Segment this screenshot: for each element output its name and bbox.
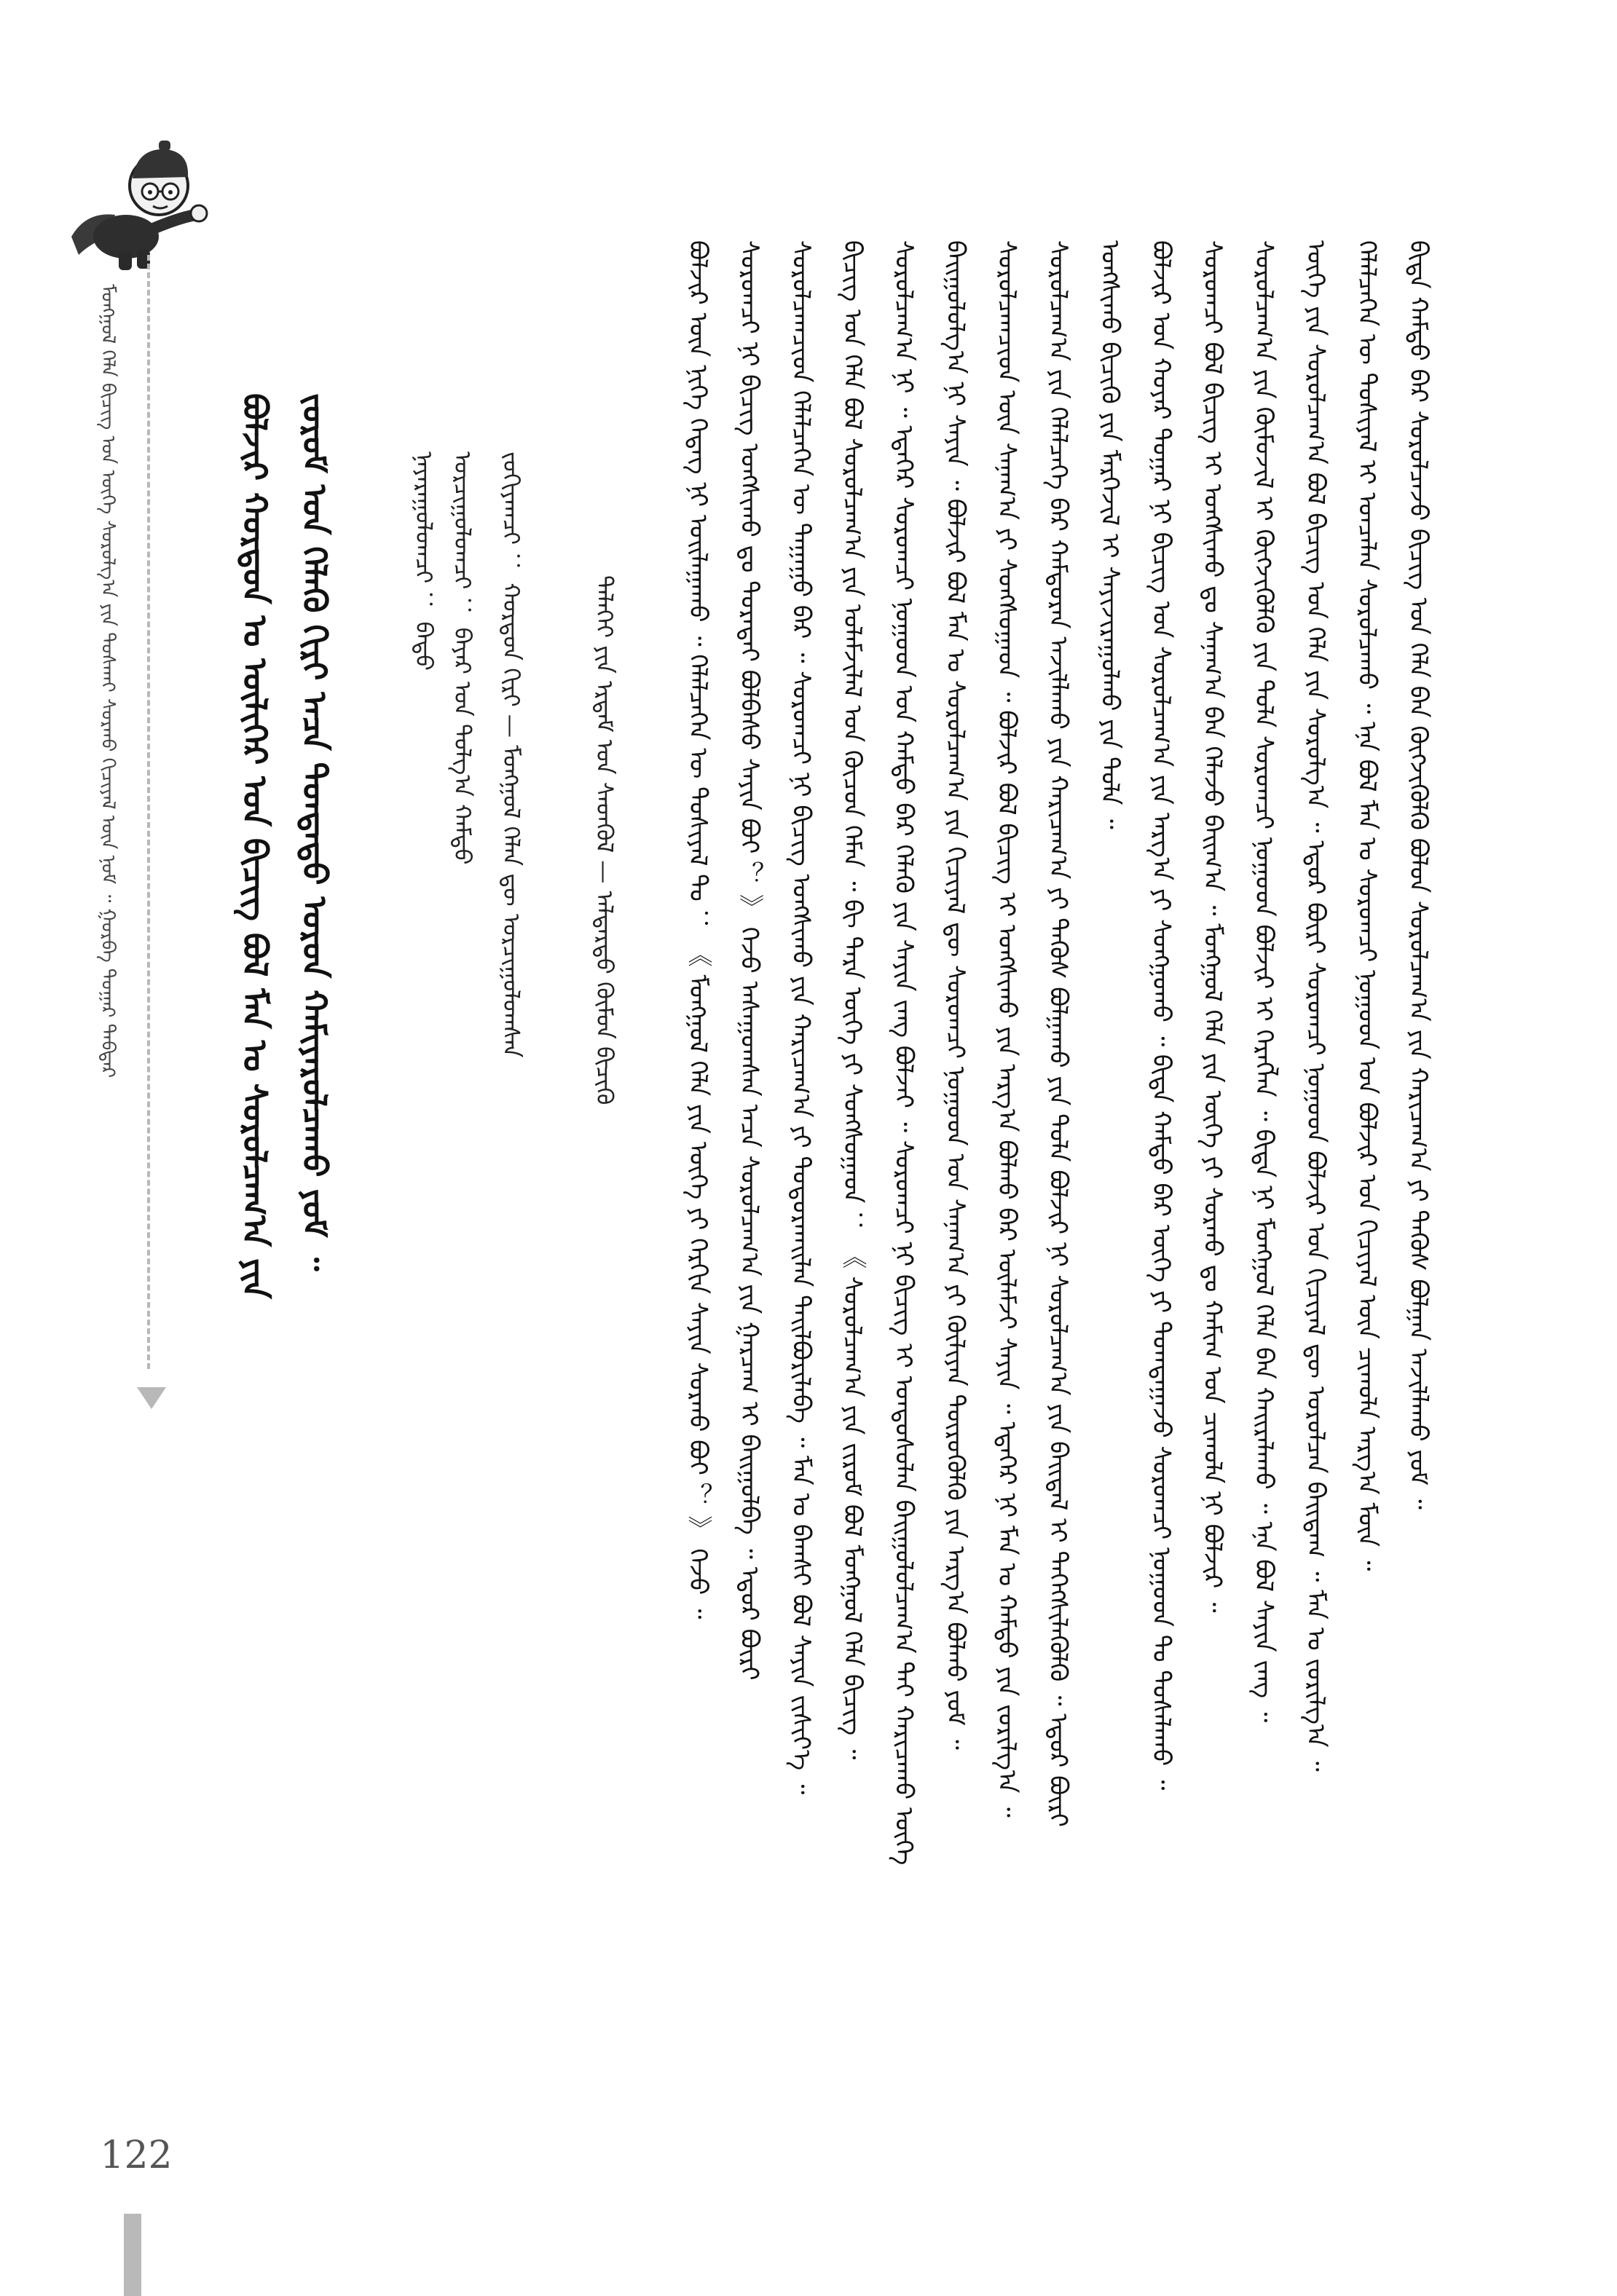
body-line: ᠤᠩᠰᠢᠬᠤ ᠪᠢᠴᠢᠬᠦ ᠶᠢᠨ ᠮᠡᠷᠭᠡᠵᠢᠯ ᠢ ᠰᠠᠶᠢᠵᠢᠷᠠᠭᠤᠯᠬᠤ ᠶᠢᠨ ᠲᠤᠯᠠ ᠃ — [1095, 240, 1125, 829]
header-divider — [147, 255, 150, 1369]
lesson-title-line-2: ᠵᠤᠷᠤᠮ ᠤᠨ ᠬᠡᠯᠡᠬᠦ ᠬᠢᠷᠢ ᠠᠴᠠ ᠳᠤᠨᠳᠠᠳᠤ ᠣᠷᠣᠨ ᠬᠠᠮᠢᠶᠠᠷᠤᠯᠴᠠᠬᠤ ᠶᠤᠮ ᠃ — [295, 393, 334, 1271]
body-text — [676, 240, 1448, 2003]
author-credit: ᠵᠣᠬᠢᠶᠠᠭᠴᠢ ： ᠬᠤᠷᠳᠤᠨ ᠬᠢᠷᠢ — ᠮᠣᠩᠭᠣᠯ ᠬᠡᠯᠡᠨ ᠳᠦ ᠣᠷᠴᠢᠭᠤᠯᠤᠭᠰᠠᠨ — [497, 451, 525, 1058]
body-line: ᠦᠭᠡ ᠶᠢᠨ ᠰᠤᠷᠤᠯᠴᠠᠭ᠎ᠠ ᠪᠣᠯ ᠪᠢᠴᠢᠭ ᠤᠨ ᠬᠡᠯᠡ ᠶᠢᠨ ᠰᠤᠷᠤᠯᠭ᠎ᠠ ᠃ ᠡᠳᠦᠷ ᠪᠦᠷᠢ ᠰᠤᠷᠤᠭᠴᠢ ᠨᠤᠭᠤᠳ ᠪᠣᠯᠵᠢᠷ ᠤᠨ ᠬᠢᠴᠢᠶᠡᠯ ᠳᠦ ᠣᠷᠣᠯᠴᠠᠨ ᠪᠠᠢᠳᠠᠭ ᠃ ᠮᠠᠨ ᠤ ᠵᠣᠷᠢᠯᠭ᠎ᠠ ᠃ — [1300, 240, 1330, 1772]
lesson-title-line-1: ᠪᠣᠯᠵᠢᠷ ᠬᠤᠷᠳᠤᠨ ᠤ ᠦᠯᠢᠭᠡᠷ ᠤᠨ ᠪᠢᠴᠢᠭ ᠪᠣᠯ ᠮᠠᠨ ᠤ ᠰᠤᠷᠤᠯᠴᠠᠭ᠎ᠠ ᠶᠢᠨ — [235, 393, 275, 1299]
triangle-marker-icon — [137, 1387, 166, 1409]
body-line: ᠪᠣᠯᠵᠢᠷ ᠤᠨ ᠬᠣᠶᠠᠷ ᠳᠤᠭᠠᠷ ᠨᠢ ᠪᠢᠴᠢᠭ ᠤᠨ ᠰᠤᠷᠤᠯᠴᠠᠭ᠎ᠠ ᠶᠢᠨ ᠠᠷᠭ᠎ᠠ ᠶᠢ ᠰᠣᠩᠭᠣᠬᠤ ᠃ ᠪᠢᠳᠡ ᠬᠠᠮᠲᠤ ᠪᠡᠷ ᠦᠭᠡ ᠶᠢ ᠲᠣᠭᠲᠠᠭᠠᠵᠤ ᠰᠤᠷᠤᠭᠴᠢ ᠨᠤᠭᠤᠳ ᠲᠤ ᠲᠤᠰᠠᠯᠠᠬᠤ ᠃ — [1146, 240, 1176, 1791]
body-line: ᠰᠤᠷᠤᠭᠴᠢ ᠨᠢ ᠪᠢᠴᠢᠭ ᠤᠩᠰᠢᠬᠤ ᠳᠤ ᠳᠤᠷᠠᠲᠠᠢ ᠪᠣᠯᠪᠠᠰᠤ ᠰᠠᠶᠢᠨ ᠪᠤᠢ ？ 》 ᠭᠡᠵᠦ ᠠᠰᠠᠭᠤᠭᠰᠠᠨ ᠠᠴᠠ ᠰᠤᠷᠤᠯᠴᠠᠭ᠎ᠠ ᠶᠢᠨ ᠭᠠᠷᠴᠠᠭ ᠢ ᠪᠠᠢᠭᠤᠯᠪᠠ ᠃ ᠡᠳᠦᠷ ᠪᠦᠷᠢ — [734, 240, 764, 1681]
source-credit: ᠳᠡᠯᠡᠬᠡᠢ ᠶᠢᠨ ᠡᠷᠳᠡᠮ ᠤᠨ ᠰᠡᠳᠬᠦᠯ — ᠠᠯᠳᠠᠷᠲᠤ ᠬᠦᠮᠦᠨ ᠪᠢᠴᠢᠬᠦ — [591, 575, 618, 1105]
body-line: ᠪᠣᠯᠵᠢᠷ ᠦᠨ ᠨᠢᠭᠡ ᠭᠡᠳᠡᠭ ᠨᠢ ᠣᠢᠯᠠᠭᠠᠬᠤ ᠃ ᠬᠡᠯᠡᠯᠴᠡᠭᠡᠨ ᠦ ᠲᠤᠰᠢᠶᠠᠯ ᠲᠤ ： 《 ᠮᠣᠩᠭᠣᠯ ᠬᠡᠯᠡ ᠶᠢᠨ ᠦᠭᠡ ᠶᠢ ᠬᠡᠷᠬᠢᠨ ᠰᠠᠶᠢᠨ ᠰᠤᠷᠬᠤ ᠪᠤᠢ ？ 》 ᠭᠡᠵᠦ ᠃ — [683, 240, 712, 1620]
body-line: ᠰᠤᠷᠤᠯᠴᠠᠭ᠎ᠠ ᠨᠢ ᠃ ᠡᠳᠡᠭᠡᠷ ᠰᠤᠷᠤᠭᠴᠢ ᠨᠤᠭᠤᠳ ᠤᠨ ᠬᠠᠮᠲᠤ ᠪᠡᠷ ᠬᠡᠯᠡᠬᠦ ᠶᠢᠨ ᠰᠠᠶᠢᠨ ᠵᠠᠩ ᠪᠣᠯᠵᠠᠢ ᠃ ᠰᠤᠷᠤᠭᠴᠢ ᠨᠢ ᠪᠢᠴᠢᠭ ᠢ ᠤᠨᠳᠤᠰᠤᠯᠠᠨ ᠪᠠᠢᠭᠤᠯᠤᠯᠴᠠᠭ᠎ᠠ ᠲᠠᠢ ᠬᠠᠷᠢᠴᠠᠬᠤ ᠦᠭᠡ — [889, 240, 918, 1866]
reading-boy-mascot-icon — [57, 127, 224, 280]
editor-credit: ᠨᠠᠶᠠᠷᠠᠭᠤᠯᠤᠭᠴᠢ ： ᠪᠠᠲᠤ — [410, 451, 438, 671]
page-number: 122 — [100, 2134, 173, 2177]
running-header-title: ᠮᠣᠩᠭᠣᠯ ᠬᠡᠯᠡ ᠪᠢᠴᠢᠭ ᠤᠨ ᠦᠭᠡ ᠰᠤᠷᠤᠯᠭ᠎ᠠ ᠶᠢᠨ ᠲᠤᠰᠬᠠᠢ ᠰᠤᠷᠬᠤ ᠬᠢᠴᠢᠶᠡᠯ ᠦᠨ ᠨᠣᠮ ᠃ ᠭᠤᠷᠪᠠ ᠳᠤᠭᠠᠷ ᠳᠡᠪᠲᠡᠷ — [97, 284, 119, 1078]
body-line: ᠪᠢᠳᠡ ᠬᠠᠮᠲᠤ ᠪᠡᠷ ᠰᠤᠷᠤᠯᠴᠠᠵᠤ ᠪᠢᠴᠢᠭ ᠤᠨ ᠬᠡᠯᠡ ᠪᠡᠨ ᠬᠥᠭᠵᠢᠭᠦᠯᠬᠦ ᠪᠣᠯᠤᠨ ᠰᠤᠷᠤᠯᠴᠠᠭ᠎ᠠ ᠶᠢᠨ ᠬᠠᠷᠢᠴᠠᠭ᠎ᠠ ᠶᠢ ᠲᠡᠭᠦᠰ ᠪᠣᠯᠭᠠᠨ ᠠᠵᠢᠯᠯᠠᠬᠤ ᠶᠤᠮ ᠃ — [1404, 240, 1433, 1510]
page-corner-bar — [124, 2214, 141, 2296]
body-line: ᠪᠠᠢᠭᠤᠯᠤᠯᠭ᠎ᠠ ᠨᠢ ᠰᠠᠶᠢᠨ ᠃ ᠪᠣᠯᠵᠢᠷ ᠪᠣᠯ ᠮᠠᠨ ᠤ ᠰᠤᠷᠤᠯᠴᠠᠭ᠎ᠠ ᠶᠢᠨ ᠬᠢᠴᠢᠶᠡᠯ ᠳᠦ ᠰᠤᠷᠤᠭᠴᠢ ᠨᠤᠭᠤᠳ ᠤᠨ ᠰᠠᠨᠠᠭ᠎ᠠ ᠶᠢ ᠬᠦᠯᠢᠶᠡᠨ ᠲᠦᠷᠦᠭᠦᠯᠬᠦ ᠶᠢᠨ ᠠᠷᠭ᠎ᠠ ᠪᠣᠯᠬᠤ ᠶᠤᠮ ᠃ — [940, 240, 970, 1750]
body-line: ᠰᠤᠷᠤᠯᠴᠠᠭ᠎ᠠ ᠶᠢᠨ ᠬᠦᠮᠦᠵᠢᠯ ᠢ ᠬᠦᠭᠵᠢᠭᠦᠯᠬᠦ ᠶᠢᠨ ᠲᠤᠯᠠ ᠰᠤᠷᠤᠭᠴᠢ ᠨᠤᠭᠤᠳ ᠪᠣᠯᠵᠢᠷ ᠢ ᠬᠡᠷᠡᠭᠯᠡᠨ ᠃ ᠪᠢᠳᠡ ᠨᠢ ᠮᠣᠩᠭᠣᠯ ᠬᠡᠯᠡ ᠪᠡᠨ ᠬᠠᠢᠷᠠᠯᠠᠬᠤ ᠃ ᠡᠨᠡ ᠪᠣᠯ ᠰᠠᠶᠢᠨ ᠵᠠᠩ ᠃ — [1249, 240, 1279, 1723]
body-line: ᠰᠤᠷᠤᠯᠴᠠᠭᠴᠢᠳ ᠦᠨ ᠰᠠᠨᠠᠭ᠎ᠠ ᠶᠢ ᠰᠣᠩᠰᠣᠭᠠᠳ ᠃ ᠪᠣᠯᠵᠢᠷ ᠪᠣᠯ ᠪᠢᠴᠢᠭ ᠢ ᠤᠩᠰᠢᠬᠤ ᠶᠢᠨ ᠠᠷᠭ᠎ᠠ ᠪᠣᠯᠬᠤ ᠪᠠᠷ ᠦᠯᠡᠮᠵᠢ ᠰᠠᠶᠢᠨ ᠃ ᠡᠳᠡᠭᠡᠷ ᠨᠢ ᠮᠠᠨ ᠤ ᠬᠠᠮᠲᠤ ᠶᠢᠨ ᠵᠣᠷᠢᠯᠭ᠎ᠠ ᠃ — [991, 240, 1021, 1818]
body-line: ᠬᠡᠯᠡᠯᠴᠡᠭᠡᠨ ᠦ ᠲᠤᠰᠢᠶᠠᠯ ᠢ ᠣᠨᠴᠠᠯᠠᠨ ᠰᠤᠷᠤᠯᠴᠠᠬᠤ ᠃ ᠡᠨᠡ ᠪᠣᠯ ᠮᠠᠨ ᠤ ᠰᠤᠷᠤᠭᠴᠢ ᠨᠤᠭᠤᠳ ᠤᠨ ᠪᠣᠯᠵᠢᠷ ᠤᠨ ᠬᠢᠴᠢᠶᠡᠯ ᠦᠨ ᠴᠢᠬᠤᠯᠠ ᠠᠷᠭ᠎ᠠ ᠮᠥᠨ ᠃ — [1352, 240, 1382, 1571]
running-header — [86, 284, 130, 1333]
body-line: ᠪᠢᠴᠢᠭ ᠤᠨ ᠬᠡᠯᠡ ᠪᠣᠯ ᠰᠤᠷᠤᠯᠴᠠᠭ᠎ᠠ ᠶᠢᠨ ᠤᠯᠠᠮᠵᠢᠯᠠᠯ ᠤᠨ ᠬᠦᠴᠦᠨ ᠬᠡᠮᠡᠨ ᠃ ᠪᠢ ᠲᠡᠷᠡ ᠦᠭᠡ ᠶᠢ ᠰᠣᠩᠰᠣᠭᠠᠳ ： 《 ᠰᠤᠷᠤᠯᠴᠠᠭ᠎ᠠ ᠶᠢᠨ ᠵᠢᠷᠤᠮ ᠪᠣᠯ ᠮᠣᠩᠭᠣᠯ ᠬᠡᠯᠡ ᠪᠢᠴᠢᠭ ᠃ — [837, 240, 867, 1760]
body-line: ᠰᠤᠷᠤᠭᠴᠢ ᠪᠣᠯ ᠪᠢᠴᠢᠭ ᠢ ᠤᠩᠰᠢᠬᠤ ᠳᠤ ᠰᠠᠨᠠᠭ᠎ᠠ ᠪᠡᠨ ᠬᠡᠯᠡᠵᠦ ᠪᠠᠢᠭ᠎ᠠ ᠃ ᠮᠣᠩᠭᠣᠯ ᠬᠡᠯᠡ ᠶᠢᠨ ᠦᠭᠡ ᠶᠢ ᠰᠤᠷᠬᠤ ᠳᠤ ᠬᠠᠮᠢᠭ ᠤᠨ ᠴᠢᠬᠤᠯᠠ ᠨᠢ ᠪᠣᠯᠵᠢᠷ ᠃ — [1197, 240, 1227, 1613]
body-line: ᠰᠤᠷᠤᠯᠴᠠᠭᠴᠢᠳ ᠬᠡᠯᠡᠯᠴᠡᠭᠡᠨ ᠦ ᠳᠠᠭᠠᠭᠤ ᠪᠡᠷ ᠃ ᠰᠤᠷᠤᠭᠴᠢ ᠨᠢ ᠪᠢᠴᠢᠭ ᠤᠩᠰᠢᠬᠤ ᠶᠢᠨ ᠬᠠᠷᠢᠴᠠᠭ᠎ᠠ ᠶᠢ ᠲᠣᠳᠣᠷᠬᠠᠢᠯᠠᠨ ᠲᠠᠢᠯᠪᠤᠷᠢᠯᠠᠪᠠ ᠃ ᠮᠠᠨ ᠤ ᠪᠠᠭᠰᠢ ᠪᠣᠯ ᠰᠠᠶᠢᠨ ᠵᠢᠱᠢᠶ᠎ᠡ ᠃ — [786, 240, 816, 1795]
body-line: ᠰᠤᠷᠤᠯᠴᠠᠭ᠎ᠠ ᠶᠢᠨ ᠬᠡᠯᠡᠯᠴᠡᠭᠡ ᠪᠡᠷ ᠬᠠᠮᠲᠤᠷᠠᠨ ᠠᠵᠢᠯᠯᠠᠬᠤ ᠶᠢᠨ ᠬᠠᠷᠢᠴᠠᠭ᠎ᠠ ᠶᠢ ᠲᠡᠭᠦᠰ ᠪᠣᠯᠭᠠᠬᠤ ᠶᠢᠨ ᠲᠤᠯᠠ ᠪᠣᠯᠵᠢᠷ ᠨᠢ ᠰᠤᠷᠤᠯᠴᠠᠭ᠎ᠠ ᠶᠢᠨ ᠪᠠᠢᠳᠠᠯ ᠢ ᠳᠡᠭᠡᠭᠰᠢᠯᠡᠭᠦᠯᠬᠦ ᠃ ᠡᠳᠦᠷ ᠪᠦᠷᠢ — [1043, 240, 1073, 1828]
translator-credit: ᠣᠷᠴᠢᠭᠤᠯᠤᠭᠴᠢ ： ᠪᠠᠶᠠᠷ ᠤᠨ ᠲᠤᠯᠭ᠎ᠠ ᠬᠠᠮᠲᠤ — [449, 451, 476, 865]
